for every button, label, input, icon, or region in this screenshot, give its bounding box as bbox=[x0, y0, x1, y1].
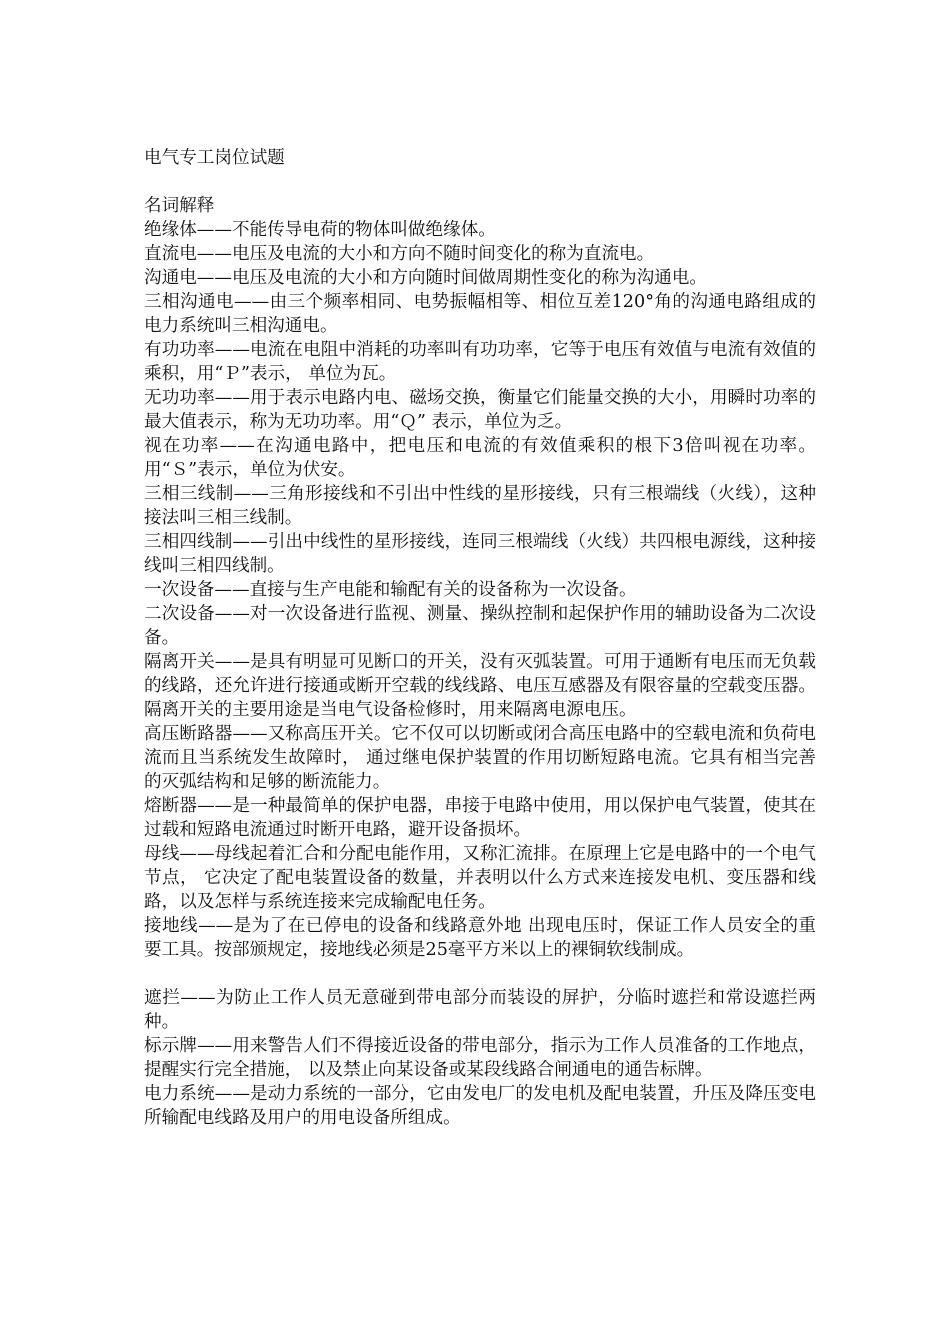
term-paragraph: 绝缘体——不能传导电荷的物体叫做绝缘体。 bbox=[144, 220, 496, 240]
document-title: 电气专工岗位试题 bbox=[144, 148, 285, 168]
term-paragraph: 标示牌——用来警告人们不得接近设备的带电部分，指示为工作人员准备的工作地点，提醒实行完全措施， 以及禁止向某设备或某段线路合闸通电的通告标牌。 bbox=[144, 1036, 816, 1080]
term-paragraph: 高压断路器——又称高压开关。它不仅可以切断或闭合高压电路中的空载电流和负荷电流而且当系统发生故障时， 通过继电保护装置的作用切断短路电流。它具有相当完善的灭弧结构和足够的断流能力。 bbox=[144, 724, 816, 792]
term-paragraph: 有功功率——电流在电阻中消耗的功率叫有功功率，它等于电压有效值与电流有效值的乘积，用“Ｐ”表示， 单位为瓦。 bbox=[144, 340, 816, 384]
term-paragraph: 视在功率——在沟通电路中，把电压和电流的有效值乘积的根下3倍叫视在功率。用“Ｓ”表示，单位为伏安。 bbox=[144, 436, 816, 480]
term-paragraph: 沟通电——电压及电流的大小和方向随时间做周期性变化的称为沟通电。 bbox=[144, 268, 708, 288]
term-paragraph: 接地线——是为了在已停电的设备和线路意外地 出现电压时，保证工作人员安全的重要工具。按部颁规定，接地线必须是25毫平方米以上的裸铜软线制成。 bbox=[144, 916, 816, 960]
term-paragraph: 一次设备——直接与生产电能和输配有关的设备称为一次设备。 bbox=[144, 580, 637, 600]
term-paragraph: 电力系统——是动力系统的一部分，它由发电厂的发电机及配电装置，升压及降压变电所输配电线路及用户的用电设备所组成。 bbox=[144, 1084, 816, 1128]
term-paragraph: 三相沟通电——由三个频率相同、电势振幅相等、相位互差120°角的沟通电路组成的电力系统叫三相沟通电。 bbox=[144, 292, 816, 336]
document-body bbox=[144, 146, 816, 1130]
term-paragraph: 直流电——电压及电流的大小和方向不随时间变化的称为直流电。 bbox=[144, 244, 655, 264]
term-paragraph: 三相四线制——引出中线性的星形接线，连同三根端线（火线）共四根电源线，这种接线叫三相四线制。 bbox=[144, 532, 816, 576]
section-title: 名词解释 bbox=[144, 196, 215, 216]
term-paragraph: 无功功率——用于表示电路内电、磁场交换，衡量它们能量交换的大小，用瞬时功率的最大值表示，称为无功功率。用“Ｑ” 表示，单位为乏。 bbox=[144, 388, 816, 432]
term-paragraph: 三相三线制——三角形接线和不引出中性线的星形接线，只有三根端线（火线），这种接法叫三相三线制。 bbox=[144, 484, 816, 528]
term-paragraph: 隔离开关——是具有明显可见断口的开关，没有灭弧装置。可用于通断有电压而无负载的线路，还允许进行接通或断开空载的线线路、电压互感器及有限容量的空载变压器。隔离开关的主要用途是当电气设备检修时，用来隔离电源电压。 bbox=[144, 652, 816, 720]
term-paragraph: 熔断器——是一种最简单的保护电器，串接于电路中使用，用以保护电气装置，使其在过载和短路电流通过时断开电路，避开设备损坏。 bbox=[144, 796, 816, 840]
term-paragraph: 遮拦——为防止工作人员无意碰到带电部分而装设的屏护，分临时遮拦和常设遮拦两种。 bbox=[144, 988, 816, 1032]
term-paragraph: 母线——母线起着汇合和分配电能作用，又称汇流排。在原理上它是电路中的一个电气节点， 它决定了配电装置设备的数量，并表明以什么方式来连接发电机、变压器和线路，以及怎样与系统连接来完成输配电任务。 bbox=[144, 844, 816, 912]
term-paragraph: 二次设备——对一次设备进行监视、测量、操纵控制和起保护作用的辅助设备为二次设备。 bbox=[144, 604, 816, 648]
